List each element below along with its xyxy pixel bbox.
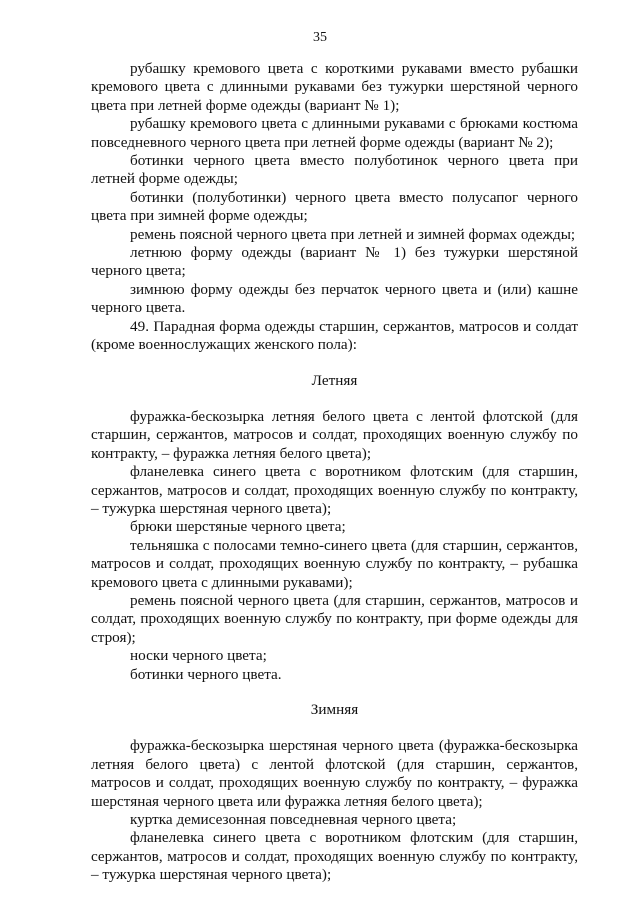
- paragraph: брюки шерстяные черного цвета;: [130, 518, 346, 536]
- paragraph: ремень поясной черного цвета (для старшин, сержантов, матросов и солдат, проходящих военную службу по контракту, при форме одежды для строя);: [91, 591, 578, 646]
- paragraph: фуражка-бескозырка шерстяная черного цвета (фуражка-бескозырка летняя белого цвета) с лентой флотской (для старшин, сержантов, матросов и солдат, проходящих военную службу по контракту, – фуражка шерстяная черного цвета или фуражка летняя белого цвета);: [91, 737, 578, 810]
- paragraph: ботинки черного цвета вместо полуботинок черного цвета при летней форме одежды;: [91, 152, 578, 188]
- paragraph-item-49: 49. Парадная форма одежды старшин, сержантов, матросов и солдат (кроме военнослужащих женского пола):: [91, 317, 578, 354]
- section-heading-winter: Зимняя: [310, 701, 359, 718]
- spacer: [91, 719, 578, 737]
- section-heading-summer: Летняя: [311, 371, 358, 389]
- paragraph: рубашку кремового цвета с короткими рукавами вместо рубашки кремового цвета с длинными рукавами без тужурки шерстяной черного цвета при летней форме одежды (вариант № 1);: [91, 60, 578, 114]
- spacer: [91, 684, 578, 701]
- paragraph: зимнюю форму одежды без перчаток черного цвета и (или) кашне черного цвета.: [91, 280, 578, 317]
- document-body: [91, 60, 578, 885]
- spacer: [91, 390, 578, 408]
- paragraph: ремень поясной черного цвета при летней и зимней формах одежды;: [130, 225, 576, 243]
- paragraph: фланелевка синего цвета с воротником флотским (для старшин, сержантов, матросов и солдат, проходящих военную службу по контракту, – тужурка шерстяная черного цвета);: [91, 829, 578, 884]
- paragraph: летнюю форму одежды (вариант № 1) без тужурки шерстяной черного цвета;: [91, 244, 578, 280]
- paragraph: ботинки черного цвета.: [130, 665, 282, 683]
- paragraph: тельняшка с полосами темно-синего цвета (для старшин, сержантов, матросов и солдат, проходящих военную службу по контракту, – рубашка кремового цвета с длинными рукавами);: [91, 536, 578, 591]
- page-number: 35: [313, 30, 327, 45]
- paragraph: рубашку кремового цвета с длинными рукавами с брюками костюма повседневного черного цвета при летней форме одежды (вариант № 2);: [91, 115, 578, 151]
- paragraph: ботинки (полуботинки) черного цвета вместо полусапог черного цвета при зимней форме одежды;: [91, 188, 578, 225]
- paragraph: фланелевка синего цвета с воротником флотским (для старшин, сержантов, матросов и солдат, проходящих военную службу по контракту, – тужурка шерстяная черного цвета);: [91, 463, 578, 517]
- paragraph: носки черного цвета;: [130, 647, 267, 665]
- paragraph: фуражка-бескозырка летняя белого цвета с лентой флотской (для старшин, сержантов, матросов и солдат, проходящих военную службу по контракту, – фуражка летняя белого цвета);: [91, 407, 578, 462]
- paragraph: куртка демисезонная повседневная черного цвета;: [130, 811, 457, 829]
- spacer: [91, 355, 578, 372]
